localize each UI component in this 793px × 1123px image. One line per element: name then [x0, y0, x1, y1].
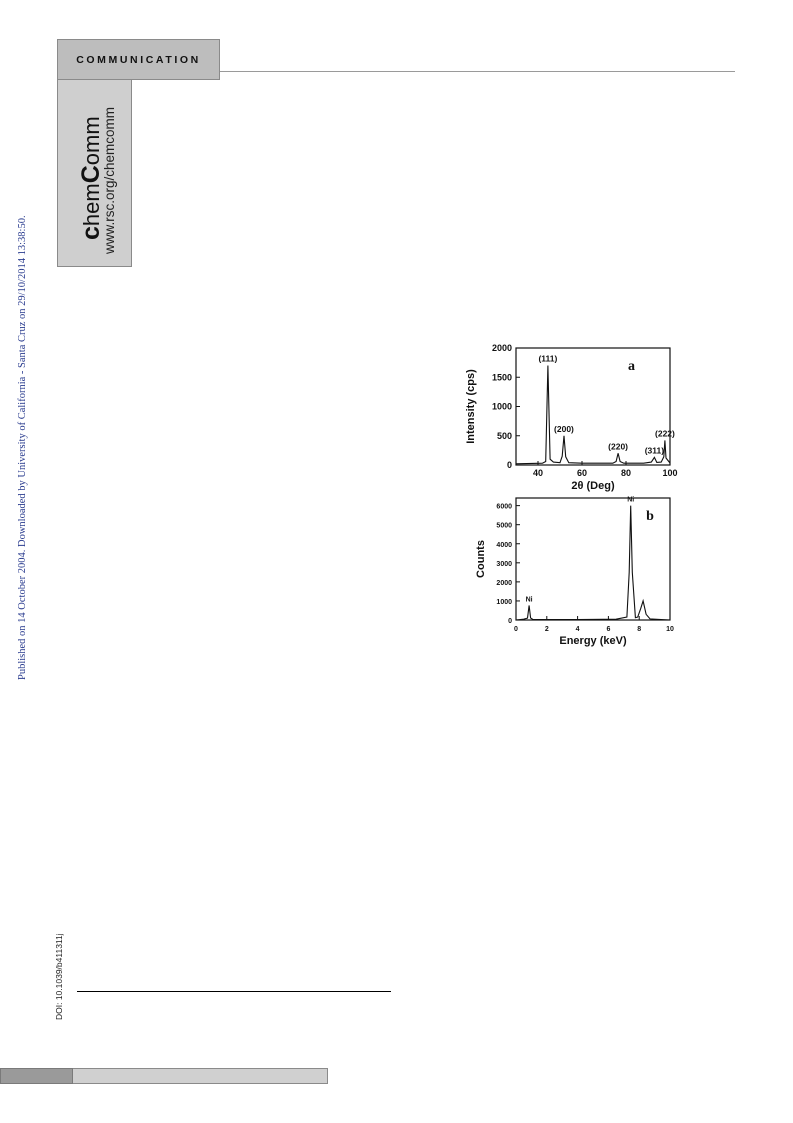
x-tick-label: 4 — [575, 626, 580, 633]
y-tick-label: 4000 — [496, 541, 512, 549]
doi: DOI: 10.1039/b411311j — [54, 933, 64, 1020]
peak-label: Ni — [525, 596, 533, 604]
journal-logo-hem: hem — [79, 183, 104, 227]
y-tick-label: 1500 — [491, 372, 512, 383]
y-tick-label: 2000 — [491, 343, 512, 353]
y-tick-label: 500 — [496, 430, 512, 441]
footnote-rule — [77, 991, 391, 992]
x-axis-title: 2θ (Deg) — [571, 480, 615, 492]
y-tick-label: 0 — [506, 460, 512, 470]
x-axis-title: Energy (keV) — [559, 635, 627, 647]
edx-chart — [470, 494, 680, 647]
y-tick-label: 3000 — [496, 560, 512, 568]
x-tick-label: 2 — [544, 626, 549, 633]
x-tick-label: 100 — [662, 468, 678, 478]
y-axis-title: Intensity (cps) — [465, 369, 477, 444]
journal-url[interactable]: www.rsc.org/chemcomm — [102, 106, 117, 254]
y-tick-label: 0 — [508, 618, 512, 625]
journal-logo-omm: omm — [79, 116, 104, 166]
journal-logo-c1: c — [77, 226, 105, 240]
peak-label: (311) — [644, 445, 665, 456]
xrd-chart — [460, 340, 680, 495]
y-tick-label: 2000 — [496, 579, 512, 587]
x-tick-label: 8 — [637, 626, 642, 633]
x-tick-label: 60 — [576, 468, 588, 478]
footer-bar-light — [73, 1068, 328, 1084]
y-tick-label: 1000 — [491, 401, 512, 412]
header-rule — [220, 71, 735, 72]
y-tick-label: 6000 — [496, 503, 512, 511]
footer-bar-dark — [0, 1068, 73, 1084]
x-tick-label: 40 — [532, 468, 544, 478]
peak-label: (222) — [655, 428, 675, 439]
x-tick-label: 80 — [620, 468, 632, 478]
x-tick-label: 10 — [666, 626, 674, 633]
publication-note: Published on 14 October 2004. Downloaded by University of California - Santa Cruz on 29/10/2014 13:38:50. — [17, 215, 28, 680]
peak-label: (111) — [538, 353, 558, 364]
section-tab: COMMUNICATION — [57, 39, 220, 80]
y-tick-label: 5000 — [496, 522, 512, 530]
panel-label: b — [646, 509, 654, 524]
y-tick-label: 1000 — [496, 598, 512, 606]
panel-label: a — [628, 359, 635, 374]
journal-logo-c2: C — [77, 165, 105, 184]
x-tick-label: 0 — [514, 626, 518, 633]
y-axis-title: Counts — [475, 540, 487, 578]
peak-label: Ni — [627, 496, 635, 504]
peak-label: (220) — [608, 441, 629, 452]
peak-label: (200) — [554, 423, 574, 434]
x-tick-label: 6 — [606, 626, 611, 633]
